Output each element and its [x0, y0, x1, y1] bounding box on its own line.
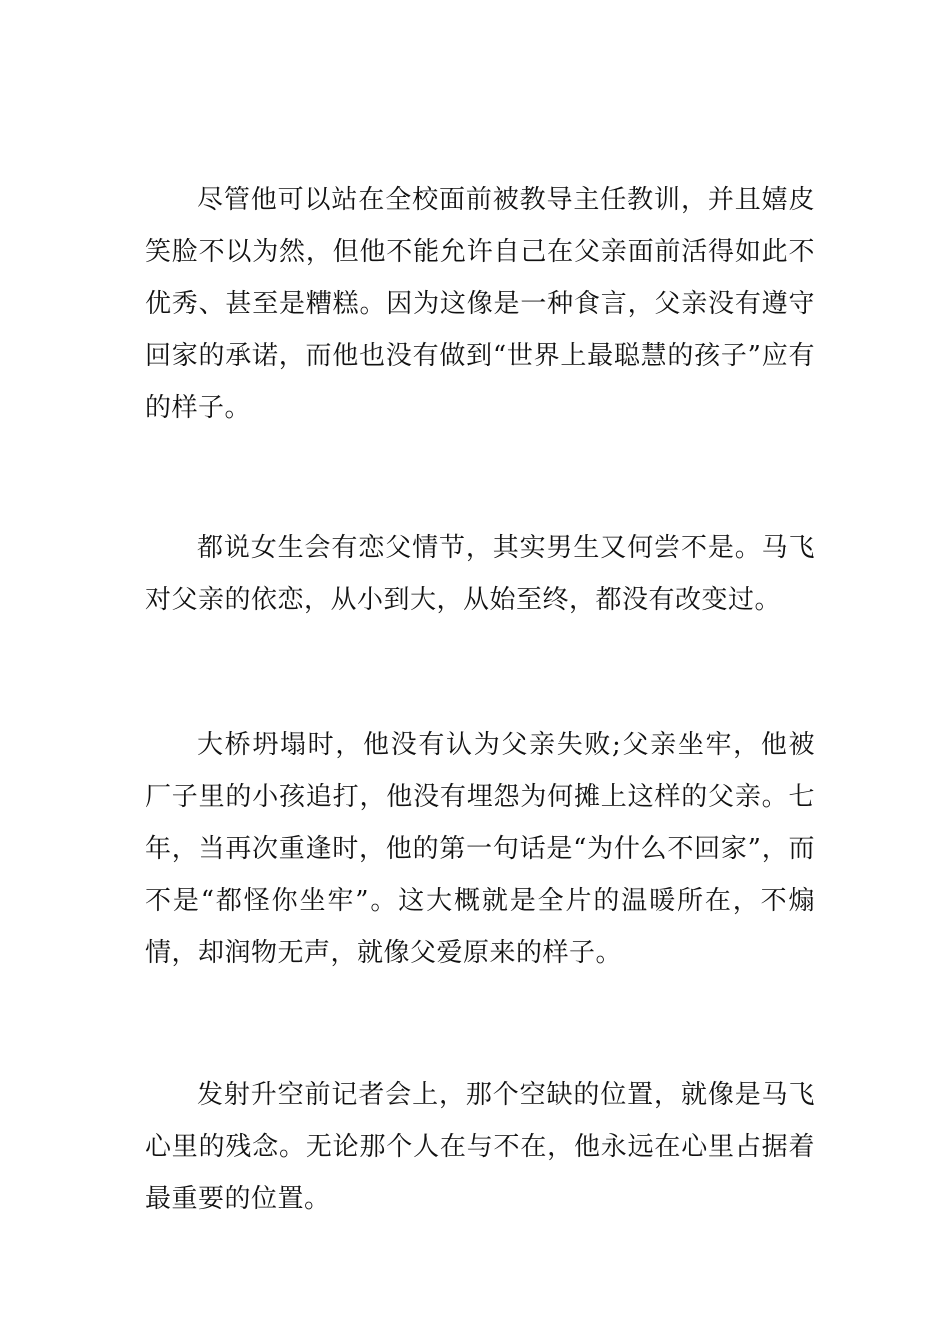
- paragraph-4: 发射升空前记者会上，那个空缺的位置，就像是马飞心里的残念。无论那个人在与不在，他永远在心里占据着最重要的位置。: [145, 1080, 815, 1214]
- paragraph-2: 都说女生会有恋父情节，其实男生又何尝不是。马飞对父亲的依恋，从小到大，从始至终，都没有改变过。: [145, 533, 815, 615]
- paragraph-3: 大桥坍塌时，他没有认为父亲失败;父亲坐牢，他被厂子里的小孩追打，他没有埋怨为何摊上这样的父亲。七年，当再次重逢时，他的第一句话是“为什么不回家”，而不是“都怪你坐牢”。这大概就是全片的温暖所在，不煽情，却润物无声，就像父爱原来的样子。: [145, 730, 815, 968]
- paragraph-1: 尽管他可以站在全校面前被教导主任教训，并且嬉皮笑脸不以为然，但他不能允许自己在父亲面前活得如此不优秀、甚至是糟糕。因为这像是一种食言，父亲没有遵守回家的承诺，而他也没有做到“世界上最聪慧的孩子”应有的样子。: [145, 185, 815, 423]
